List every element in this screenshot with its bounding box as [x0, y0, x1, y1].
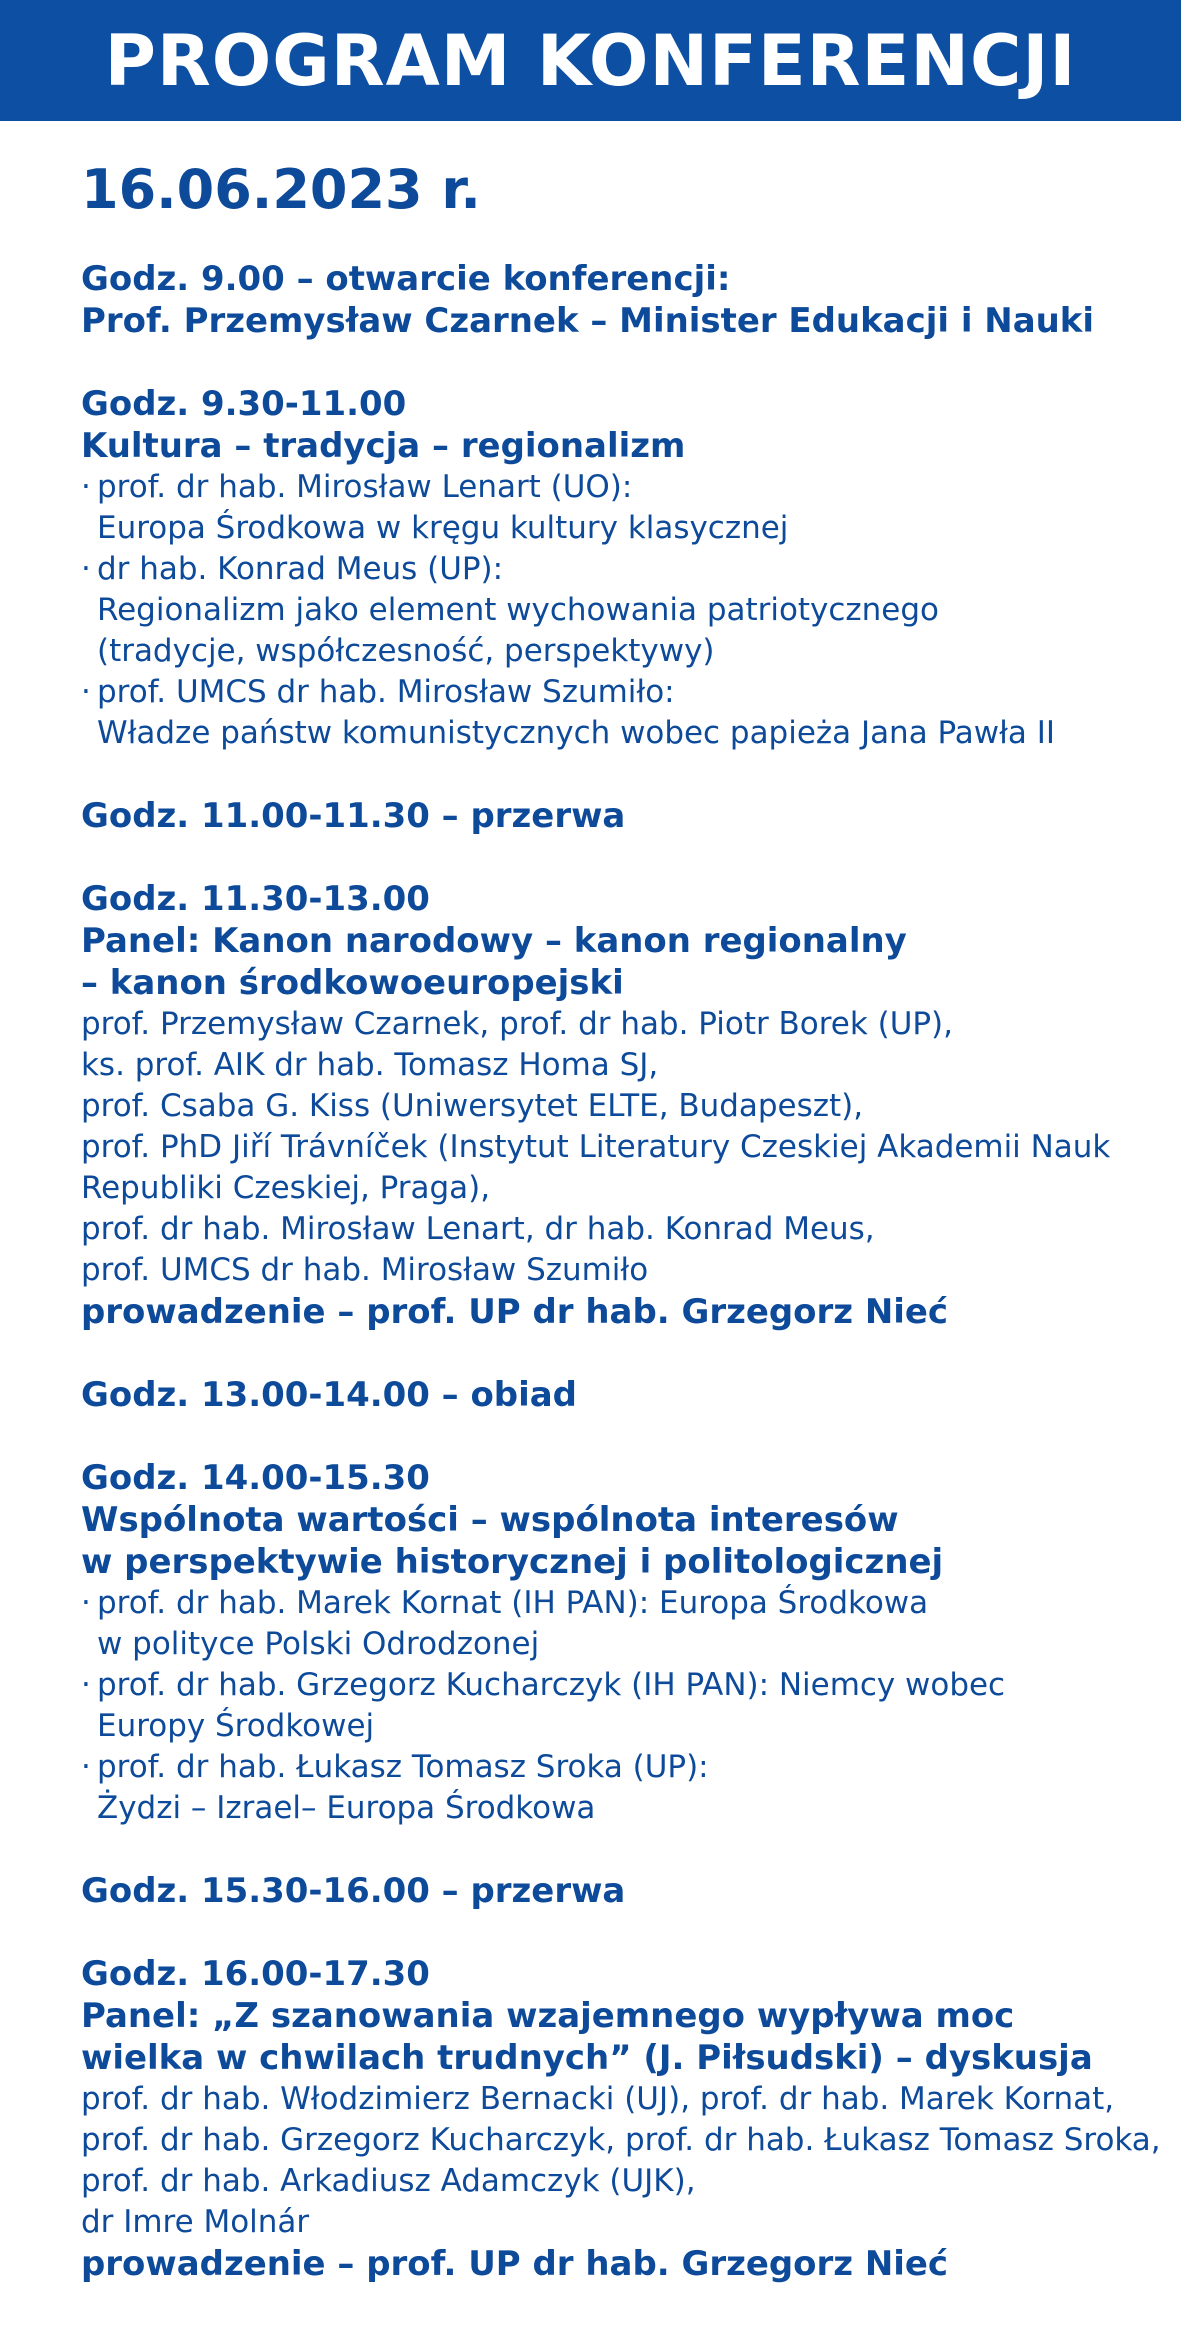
program-session — [81, 1953, 1166, 2285]
header-banner — [0, 0, 1181, 121]
session-title: Wspólnota wartości – wspólnota interesów — [81, 1500, 899, 1540]
panelist-line: Republiki Czeskiej, Praga), — [81, 1170, 491, 1206]
talk-title: (tradycje, współczesność, perspektywy) — [97, 633, 715, 669]
session-title: – kanon środkowoeuropejski — [81, 963, 624, 1003]
speaker-item — [81, 467, 1166, 549]
bullet-marker: · — [81, 674, 91, 710]
session-title: w perspektywie historycznej i politologicznej — [81, 1542, 944, 1582]
program-session — [81, 1374, 1166, 1416]
panelist-line: prof. Przemysław Czarnek, prof. dr hab. Piotr Borek (UP), — [81, 1006, 953, 1042]
panelist-line: prof. PhD Jiří Trávníček (Instytut Literatury Czeskiej Akademii Nauk — [81, 1129, 1111, 1165]
talk-title: Europa Środkowa w kręgu kultury klasycznej — [97, 510, 789, 546]
panelist-line: prof. dr hab. Mirosław Lenart, dr hab. Konrad Meus, — [81, 1211, 875, 1247]
bullet-marker: · — [81, 469, 91, 505]
program-session — [81, 1870, 1166, 1912]
program-session — [81, 878, 1166, 1333]
talk-title: Władze państw komunistycznych wobec papieża Jana Pawła II — [97, 715, 1055, 751]
session-time: Godz. 14.00-15.30 — [81, 1458, 430, 1498]
speaker-name: prof. UMCS dr hab. Mirosław Szumiło: — [97, 674, 675, 710]
speaker-name: prof. dr hab. Grzegorz Kucharczyk (IH PAN): Niemcy wobec — [97, 1667, 1006, 1703]
page-title: PROGRAM KONFERENCJI — [104, 19, 1077, 102]
speaker-name: dr hab. Konrad Meus (UP): — [97, 551, 504, 587]
bullet-marker: · — [81, 551, 91, 587]
speaker-name: prof. dr hab. Marek Kornat (IH PAN): Europa Środkowa — [97, 1585, 929, 1621]
bullet-marker: · — [81, 1667, 91, 1703]
panelist-line: ks. prof. AIK dr hab. Tomasz Homa SJ, — [81, 1047, 659, 1083]
program-session — [81, 258, 1166, 342]
speaker-item — [81, 1747, 1166, 1829]
moderator: prowadzenie – prof. UP dr hab. Grzegorz Nieć — [81, 2244, 949, 2284]
program-session — [81, 1457, 1166, 1829]
program-session — [81, 795, 1166, 837]
talk-title: Europy Środkowej — [97, 1708, 375, 1744]
session-time: Godz. 11.30-13.00 — [81, 879, 430, 919]
session-time: Godz. 13.00-14.00 – obiad — [81, 1375, 577, 1415]
bullet-marker: · — [81, 1585, 91, 1621]
session-time: Godz. 15.30-16.00 – przerwa — [81, 1871, 626, 1911]
speaker-name: prof. dr hab. Mirosław Lenart (UO): — [97, 469, 633, 505]
speaker-item — [81, 672, 1166, 754]
session-time: Godz. 11.00-11.30 – przerwa — [81, 796, 626, 836]
panelist-line: prof. dr hab. Włodzimierz Bernacki (UJ), prof. dr hab. Marek Kornat, — [81, 2081, 1115, 2117]
session-title: Panel: Kanon narodowy – kanon regionalny — [81, 921, 907, 961]
speaker-item — [81, 1665, 1166, 1747]
speaker-item — [81, 549, 1166, 672]
bullet-marker: · — [81, 1749, 91, 1785]
talk-title: Żydzi – Izrael– Europa Środkowa — [97, 1790, 596, 1826]
moderator: prowadzenie – prof. UP dr hab. Grzegorz Nieć — [81, 1292, 949, 1332]
talk-title: w polityce Polski Odrodzonej — [97, 1626, 540, 1662]
session-title: Prof. Przemysław Czarnek – Minister Edukacji i Nauki — [81, 301, 1094, 341]
session-time: Godz. 9.00 – otwarcie konferencji: — [81, 259, 731, 299]
panelist-line: prof. Csaba G. Kiss (Uniwersytet ELTE, Budapeszt), — [81, 1088, 864, 1124]
talk-title: Regionalizm jako element wychowania patriotycznego — [97, 592, 939, 628]
speaker-name: prof. dr hab. Łukasz Tomasz Sroka (UP): — [97, 1749, 709, 1785]
program-content — [81, 150, 1166, 2326]
conference-date: 16.06.2023 r. — [81, 158, 481, 221]
session-title: Panel: „Z szanowania wzajemnego wypływa moc — [81, 1996, 1015, 2036]
session-title: wielka w chwilach trudnych” (J. Piłsudski) – dyskusja — [81, 2038, 1093, 2078]
session-title: Kultura – tradycja – regionalizm — [81, 426, 686, 466]
panelist-line: prof. dr hab. Arkadiusz Adamczyk (UJK), — [81, 2163, 696, 2199]
panelist-line: prof. dr hab. Grzegorz Kucharczyk, prof. dr hab. Łukasz Tomasz Sroka, — [81, 2122, 1161, 2158]
panelist-line: dr Imre Molnár — [81, 2204, 310, 2240]
session-time: Godz. 16.00-17.30 — [81, 1954, 430, 1994]
speaker-item — [81, 1583, 1166, 1665]
session-time: Godz. 9.30-11.00 — [81, 384, 407, 424]
panelist-line: prof. UMCS dr hab. Mirosław Szumiło — [81, 1252, 649, 1288]
program-session — [81, 383, 1166, 754]
